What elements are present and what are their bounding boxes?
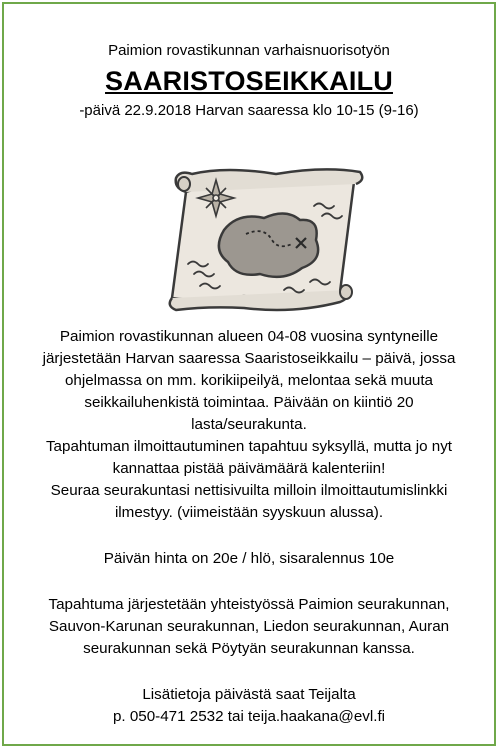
contact-line: p. 050-471 2532 tai teija.haakana@evl.fi <box>112 708 386 725</box>
intro-line: Tapahtuman ilmoittautuminen tapahtuu syksyllä, mutta jo nyt <box>45 438 453 455</box>
poster-title: SAARISTOSEIKKAILU <box>105 66 393 96</box>
organizers-line: Tapahtuma järjestetään yhteistyössä Paimion seurakunnan, <box>48 596 450 613</box>
intro-line: ilmestyy. (viimeistään syyskuun alussa). <box>114 504 384 521</box>
intro-line: ohjelmassa on mm. korikiipeilyä, melontaa sekä muuta <box>64 372 434 389</box>
treasure-map-icon <box>164 164 364 314</box>
intro-line: kannattaa pistää päivämäärä kalenteriin! <box>112 460 386 477</box>
intro-line: lasta/seurakunta. <box>191 416 307 433</box>
intro-line: Seuraa seurakuntasi nettisivuilta milloin ilmoittautumislinkki <box>50 482 448 499</box>
price-info: Päivän hinta on 20e / hlö, sisaralennus 10e <box>103 550 395 567</box>
organizers-line: seurakunnan sekä Pöytyän seurakunnan kanssa. <box>83 640 415 657</box>
poster-subtitle: Paimion rovastikunnan varhaisnuorisotyön <box>108 42 390 59</box>
event-poster <box>2 2 496 746</box>
intro-line: järjestetään Harvan saaressa Saaristoseikkailu – päivä, jossa <box>42 350 456 367</box>
contact-line: Lisätietoja päivästä saat Teijalta <box>142 686 356 703</box>
intro-line: Paimion rovastikunnan alueen 04-08 vuosina syntyneille <box>59 328 439 345</box>
organizers-line: Sauvon-Karunan seurakunnan, Liedon seurakunnan, Auran <box>48 618 450 635</box>
event-date-line: -päivä 22.9.2018 Harvan saaressa klo 10-15 (9-16) <box>79 102 419 119</box>
intro-line: seikkailuhenkistä toimintaa. Päivään on kiintiö 20 <box>84 394 414 411</box>
